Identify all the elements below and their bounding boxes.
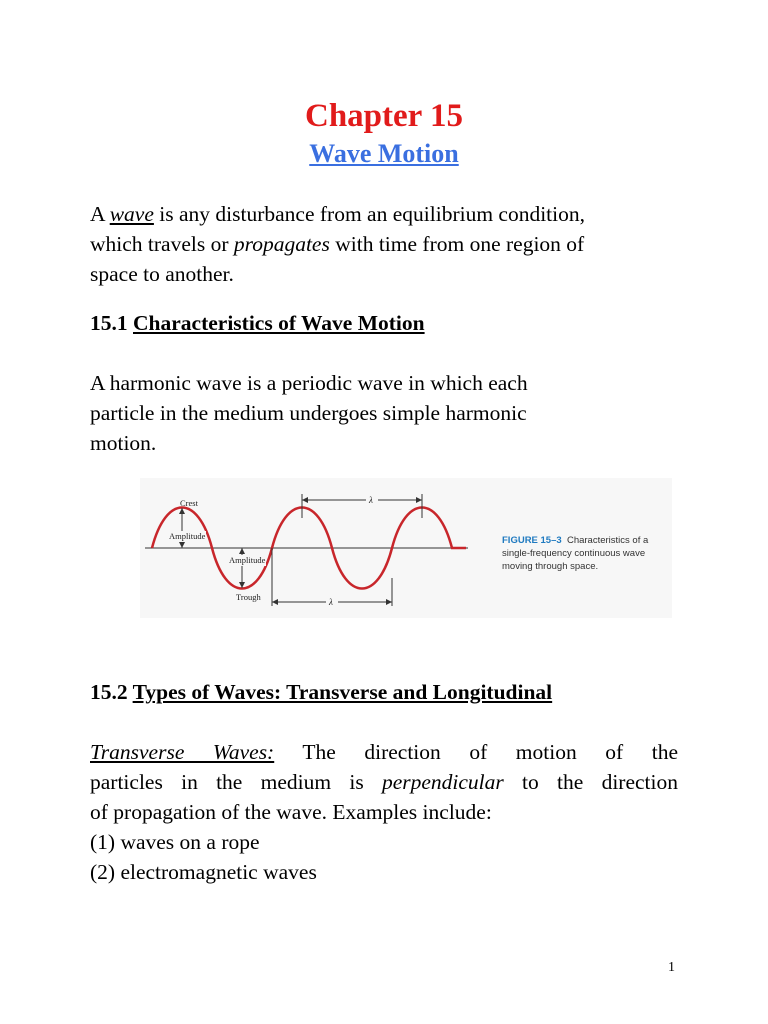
- arrow-head: [179, 542, 185, 548]
- caption-text: Characteristics of a: [566, 535, 649, 546]
- chapter-title: Chapter 15: [305, 98, 463, 134]
- intro-text: which travels or: [90, 232, 234, 256]
- intro-text: is any disturbance from an equilibrium condition,: [153, 202, 586, 226]
- figure-caption: [502, 534, 672, 573]
- caption-text: single-frequency continuous wave: [502, 548, 646, 559]
- harmonic-wave-paragraph: [90, 368, 690, 458]
- term-transverse-waves: Transverse Waves:: [90, 740, 275, 764]
- label-lambda-top: λ: [369, 495, 373, 505]
- chapter-subtitle: Wave Motion: [309, 139, 459, 168]
- transverse-waves-paragraph: [90, 737, 678, 887]
- list-item: (2) electromagnetic waves: [90, 860, 317, 884]
- page-number: 1: [668, 960, 675, 975]
- arrow-head: [416, 497, 422, 503]
- section-heading-15-1: [90, 308, 425, 338]
- figure-label: FIGURE 15–3: [502, 535, 562, 546]
- paragraph-line: particle in the medium undergoes simple harmonic: [90, 401, 527, 425]
- paragraph-line: motion.: [90, 431, 157, 455]
- paragraph-text: to the direction: [503, 770, 678, 794]
- intro-text: with time from one region of: [329, 232, 585, 256]
- intro-text: space to another.: [90, 262, 234, 286]
- arrow-head: [272, 599, 278, 605]
- term-propagates: propagates: [233, 232, 330, 256]
- section-number: 15.1: [90, 311, 133, 335]
- list-item: (1) waves on a rope: [90, 830, 260, 854]
- label-lambda-bottom: λ: [329, 597, 333, 607]
- arrow-head: [386, 599, 392, 605]
- term-wave: wave: [109, 202, 154, 226]
- label-crest: Crest: [180, 498, 198, 508]
- arrow-head: [239, 548, 245, 554]
- arrow-head: [302, 497, 308, 503]
- term-perpendicular: perpendicular: [381, 770, 504, 794]
- label-amplitude-top: Amplitude: [169, 531, 206, 541]
- section-title: Characteristics of Wave Motion: [133, 311, 425, 335]
- paragraph-text: particles in the medium is: [90, 770, 382, 794]
- paragraph-line: A harmonic wave is a periodic wave in which each: [90, 371, 528, 395]
- label-trough: Trough: [236, 592, 261, 602]
- intro-paragraph: [90, 199, 690, 289]
- intro-text: A: [90, 202, 110, 226]
- paragraph-line: of propagation of the wave. Examples include:: [90, 800, 492, 824]
- section-heading-15-2: [90, 677, 552, 707]
- section-number: 15.2: [90, 680, 133, 704]
- caption-text: moving through space.: [502, 561, 599, 572]
- figure-wave-characteristics: [140, 478, 672, 618]
- paragraph-text: The direction of motion of the: [274, 740, 678, 764]
- label-amplitude-bottom: Amplitude: [229, 555, 266, 565]
- section-title: Types of Waves: Transverse and Longitudinal: [132, 680, 553, 704]
